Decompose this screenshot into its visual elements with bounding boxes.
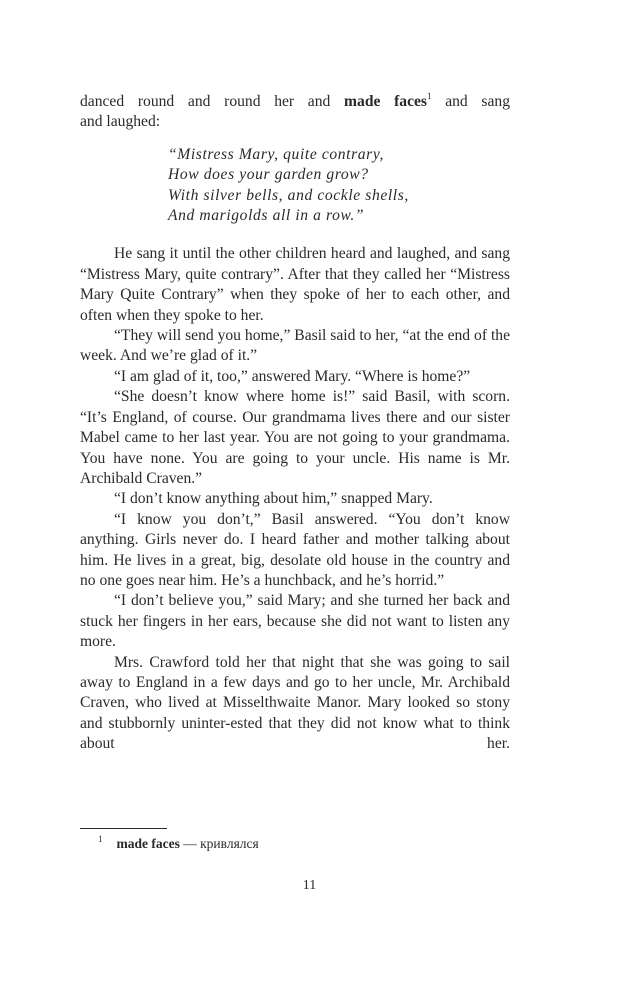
bold-term: made faces <box>344 93 428 110</box>
intro-text-end: and sang <box>431 93 511 110</box>
poem-line: And marigolds all in a row.” <box>168 207 365 225</box>
footnote-translation: кривлялся <box>200 836 259 851</box>
footnote-reference[interactable]: 1 <box>427 90 432 101</box>
paragraph: “I don’t believe you,” said Mary; and she turned her back and stuck her fingers in her ears, because she did not want to listen any more. <box>80 592 510 651</box>
paragraph: He sang it until the other children heard and laughed, and sang “Mistress Mary, quite contrary”. After that they called her “Mistress Mary Quite Contrary” when they spoke of her to each other, and often when they spoke to her. <box>80 245 510 324</box>
poem-line: “Mistress Mary, quite contrary, <box>168 145 384 163</box>
footnote-marker: 1 <box>98 833 103 844</box>
intro-paragraph <box>80 92 510 112</box>
page-number: 11 <box>302 878 317 893</box>
footnote-separator: — <box>179 836 201 851</box>
poem <box>168 145 510 227</box>
footnote-divider <box>80 828 167 829</box>
page-body <box>80 92 510 755</box>
paragraph: “I am glad of it, too,” answered Mary. “Where is home?” <box>114 367 471 385</box>
paragraph: “I know you don’t,” Basil answered. “You don’t know anything. Girls never do. I heard father and mother talking about him. He lives in a great, big, desolate old house in the country and no one goes near him. He’s a hunchback, and he’s horrid.” <box>80 510 510 589</box>
paragraph: “I don’t know anything about him,” snapped Mary. <box>114 490 433 508</box>
intro-paragraph-line2: and laughed: <box>80 113 161 131</box>
footnote <box>98 833 259 852</box>
footnote-term: made faces <box>116 836 180 851</box>
paragraph: “They will send you home,” Basil said to her, “at the end of the week. And we’re glad of it.” <box>80 327 510 365</box>
poem-line: With silver bells, and cockle shells, <box>168 186 409 204</box>
intro-text-start: danced round and round her and <box>80 93 345 110</box>
paragraph: Mrs. Crawford told her that night that she was going to sail away to England in a few days and go to her uncle, Mr. Archibald Craven, who lived at Misselthwaite Manor. Mary looked so stony and stubbornly uninter-ested that they did not know what to think about her. <box>80 653 510 753</box>
paragraph: “She doesn’t know where home is!” said Basil, with scorn. “It’s England, of course. Our grandmama lives there and our sister Mabel came to her last year. You are not going to your grandmama. You have none. You are going to your uncle. His name is Mr. Archibald Craven.” <box>80 388 510 487</box>
poem-line: How does your garden grow? <box>168 166 369 184</box>
